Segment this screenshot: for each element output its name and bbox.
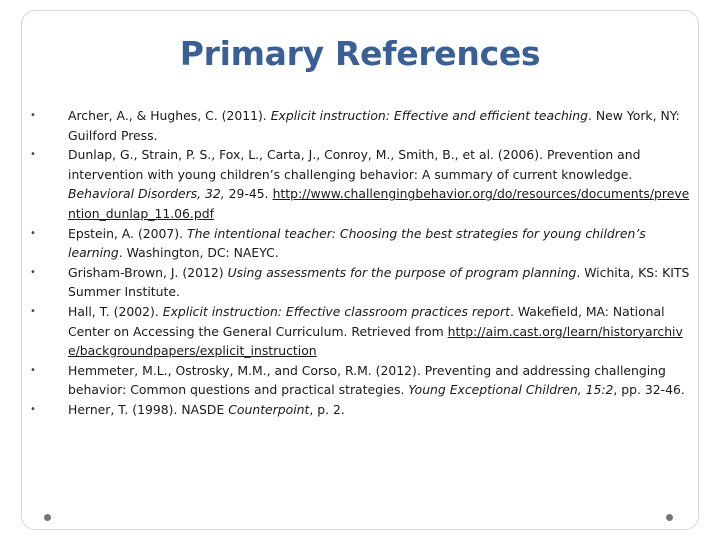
reference-link[interactable]: http://aim.cast.org/learn/historyarchive/backgroundpapers/explicit_instruction: [68, 323, 683, 359]
reference-item: • Dunlap, G., Strain, P. S., Fox, L., Carta, J., Conroy, M., Smith, B., et al. (2006). Prevention and intervention with young children’s challenging behavior: A summary of current knowledge. Behavioral Disorders, 32, 29-45. http://www.challengingbehavior.org/do/resources/documents/prevention_dunlap_11.06.pdf: [30, 147, 690, 221]
reference-item: • Hemmeter, M.L., Ostrosky, M.M., and Corso, R.M. (2012). Preventing and addressing challenging behavior: Common questions and practical strategies. Young Exceptional Children, 15:2, pp. 32-46.: [30, 362, 685, 398]
page-title: Primary References: [179, 34, 541, 73]
reference-item: • Grisham-Brown, J. (2012) Using assessments for the purpose of program planning. Wichita, KS: KITS Summer Institute.: [30, 264, 690, 300]
corner-dot-right: [666, 514, 673, 521]
reference-link[interactable]: http://www.challengingbehavior.org/do/resources/documents/prevention_dunlap_11.06.pdf: [68, 186, 690, 221]
reference-item: • Archer, A., & Hughes, C. (2011). Explicit instruction: Effective and efficient teaching. New York, NY: Guilford Press.: [30, 108, 680, 143]
corner-dot-left: [44, 514, 51, 521]
reference-item: • Herner, T. (1998). NASDE Counterpoint, p. 2.: [30, 401, 345, 417]
reference-list: [28, 106, 690, 420]
reference-item: • Epstein, A. (2007). The intentional teacher: Choosing the best strategies for young children’s learning. Washington, DC: NAEYC.: [30, 225, 646, 261]
reference-item: • Hall, T. (2002). Explicit instruction: Effective classroom practices report. Wakefield, MA: National Center on Accessing the General Curriculum. Retrieved from http://aim.cast.org/learn/historyarchive/backgroundpapers/explicit_instruction: [30, 303, 683, 359]
